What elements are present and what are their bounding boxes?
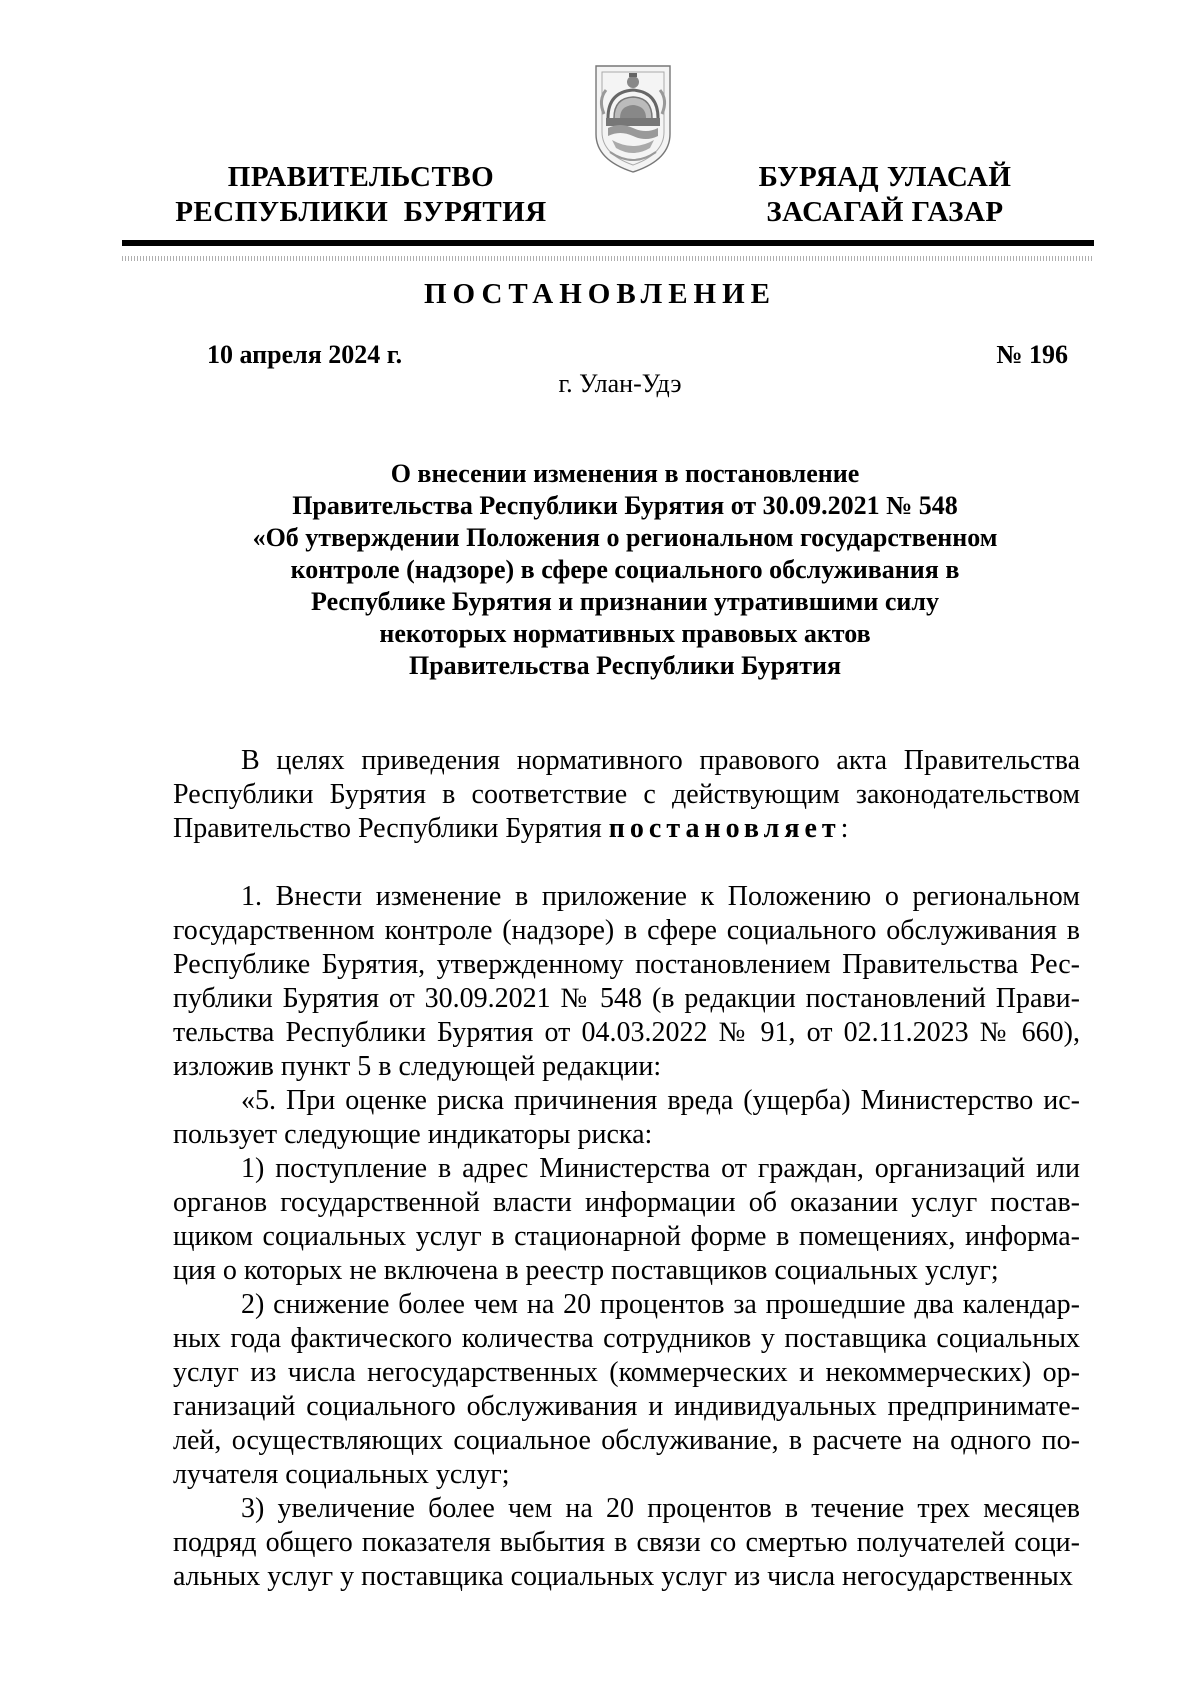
point-5-paragraph: «5. При оценке риска причинения вреда (ущерба) Министерство использует следующие индикаторы риска:	[173, 1085, 1080, 1150]
document-title	[175, 458, 1075, 682]
header-left-line1: ПРАВИТЕЛЬСТВО	[227, 161, 495, 193]
header-right-line2: ЗАСАГАЙ ГАЗАР	[766, 196, 1004, 228]
document-date: 10 апреля 2024 г.	[207, 340, 403, 369]
item-1-paragraph: 1. Внести изменение в приложение к Положению о региональном государственном контроле (надзоре) в сфере социального обслуживания в Республике Бурятия, утвержденному постановлением Правительства Республики Бурятия от 30.09.2021 № 548 (в редакции постановлений Правительства Республики Бурятия от 04.03.2022 № 91, от 02.11.2023 № 660), изложив пункт 5 в следующей редакции:	[173, 881, 1080, 1082]
header-right-line1: БУРЯАД УЛАСАЙ	[758, 161, 1012, 193]
title-line: О внесении изменения в постановление	[390, 459, 860, 488]
preamble-keyword: постановляет	[608, 813, 841, 844]
buryatia-coat-of-arms-icon	[590, 56, 676, 176]
subpoint-2-paragraph: 2) снижение более чем на 20 процентов за прошедшие два календарных года фактического количества сотрудников у поставщика социальных услуг из числа негосударственных (коммерческих и некоммерческих) организаций социального обслуживания и индивидуальных предпринимателей, осуществляющих социальное обслуживание, в расчете на одного получателя социальных услуг;	[173, 1289, 1080, 1490]
title-line: контроле (надзоре) в сфере социального обслуживания в	[290, 555, 960, 584]
subpoint-3-paragraph: 3) увеличение более чем на 20 процентов в течение трех месяцев подряд общего показателя выбытия в связи со смертью получателей социальных услуг у поставщика социальных услуг из числа негосударственных	[173, 1493, 1080, 1592]
document-city: г. Улан-Удэ	[558, 369, 682, 398]
header-divider-dotted	[122, 256, 1094, 261]
header-left-line2: РЕСПУБЛИКИ БУРЯТИЯ	[175, 196, 547, 228]
header-government-bua	[745, 160, 1025, 230]
title-line: Республике Бурятия и признании утратившими силу	[311, 587, 939, 616]
document-type: ПОСТАНОВЛЕНИЕ	[423, 278, 776, 310]
title-line: Правительства Республики Бурятия от 30.09.2021 № 548	[292, 491, 958, 520]
header-divider	[122, 240, 1094, 246]
title-line: некоторых нормативных правовых актов	[379, 619, 871, 648]
title-line: Правительства Республики Бурятия	[408, 651, 842, 680]
subpoint-1-paragraph: 1) поступление в адрес Министерства от граждан, организаций или органов государственной власти информации об оказании услуг поставщиком социальных услуг в стационарной форме в помещениях, информация о которых не включена в реестр поставщиков социальных услуг;	[173, 1153, 1080, 1286]
document-body	[173, 744, 1080, 1594]
title-line: «Об утверждении Положения о региональном государственном	[252, 523, 998, 552]
preamble-text: В целях приведения нормативного правового акта Правительства Республики Бурятия в соответствие с действующим законодательством Правительство Республики Бурятия	[173, 745, 1080, 844]
preamble-end: :	[840, 813, 849, 844]
document-number: № 196	[996, 340, 1068, 369]
preamble-paragraph	[173, 744, 1080, 846]
header-government-ru	[175, 160, 547, 230]
